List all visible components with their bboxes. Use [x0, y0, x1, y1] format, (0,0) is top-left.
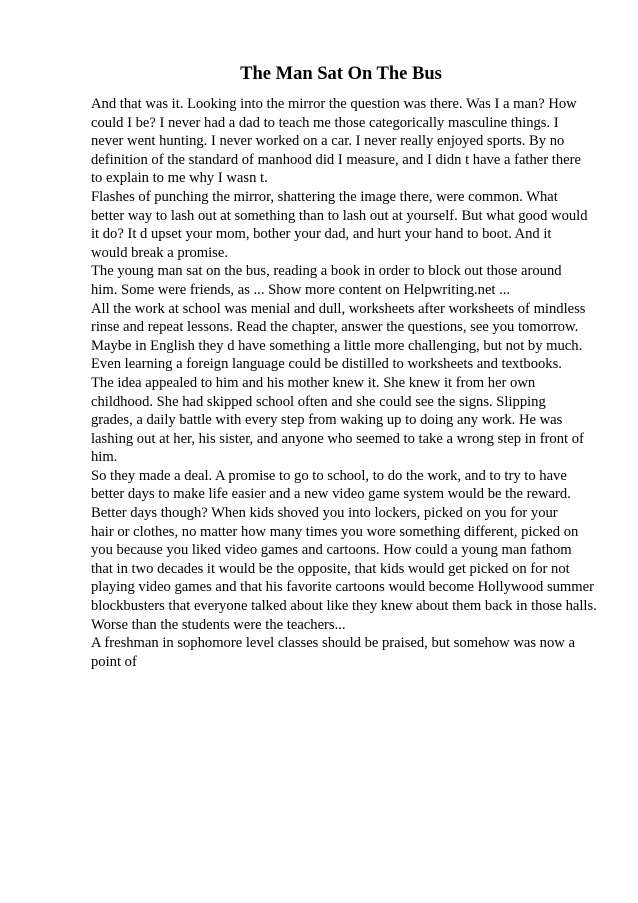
body-line: it do? It d upset your mom, bother your dad, and hurt your hand to boot. And it [91, 226, 552, 243]
body-line: could I be? I never had a dad to teach me those categorically masculine things. I [91, 114, 559, 131]
body-line: A freshman in sophomore level classes should be praised, but somehow was now a [91, 635, 575, 652]
body-line: blockbusters that everyone talked about like they knew about them back in those halls. [91, 598, 597, 615]
body-line: you because you liked video games and cartoons. How could a young man fathom [91, 542, 572, 559]
body-line: rinse and repeat lessons. Read the chapter, answer the questions, see you tomorrow. [91, 319, 579, 336]
body-line: All the work at school was menial and dull, worksheets after worksheets of mindless [91, 300, 586, 317]
body-line: Flashes of punching the mirror, shattering the image there, were common. What [91, 188, 558, 205]
body-line: to explain to me why I wasn t. [91, 170, 268, 187]
body-line: childhood. She had skipped school often and she could see the signs. Slipping [91, 393, 546, 410]
document-title: The Man Sat On The Bus [240, 64, 442, 84]
body-line: The idea appealed to him and his mother knew it. She knew it from her own [91, 374, 536, 391]
body-line: definition of the standard of manhood did I measure, and I didn t have a father there [91, 151, 581, 168]
body-line: that in two decades it would be the opposite, that kids would get picked on for not [91, 560, 570, 577]
body-line: The young man sat on the bus, reading a book in order to block out those around [91, 263, 562, 280]
body-line: better days to make life easier and a new video game system would be the reward. [91, 486, 571, 503]
body-line: never went hunting. I never worked on a car. I never really enjoyed sports. By no [91, 133, 565, 150]
body-line: him. [91, 449, 118, 466]
document-body [91, 95, 631, 671]
body-line: hair or clothes, no matter how many times you wore something different, picked on [91, 523, 579, 540]
body-line: playing video games and that his favorite cartoons would become Hollywood summer [91, 579, 594, 596]
body-line: Maybe in English they d have something a little more challenging, but not by much. [91, 337, 583, 354]
body-line: grades, a daily battle with every step from waking up to doing any work. He was [91, 412, 563, 429]
body-line: Even learning a foreign language could be distilled to worksheets and textbooks. [91, 356, 562, 373]
body-line: Worse than the students were the teachers... [91, 616, 346, 633]
body-line: would break a promise. [91, 244, 228, 261]
body-line: Better days though? When kids shoved you into lockers, picked on you for your [91, 505, 558, 522]
body-line: point of [91, 653, 137, 670]
body-line: And that was it. Looking into the mirror the question was there. Was I a man? How [91, 96, 577, 112]
body-line: him. Some were friends, as ... Show more content on Helpwriting.net ... [91, 281, 511, 298]
body-line: So they made a deal. A promise to go to school, to do the work, and to try to have [91, 467, 567, 484]
body-line: lashing out at her, his sister, and anyone who seemed to take a wrong step in front of [91, 430, 584, 447]
body-line: better way to lash out at something than to lash out at yourself. But what good would [91, 207, 588, 224]
